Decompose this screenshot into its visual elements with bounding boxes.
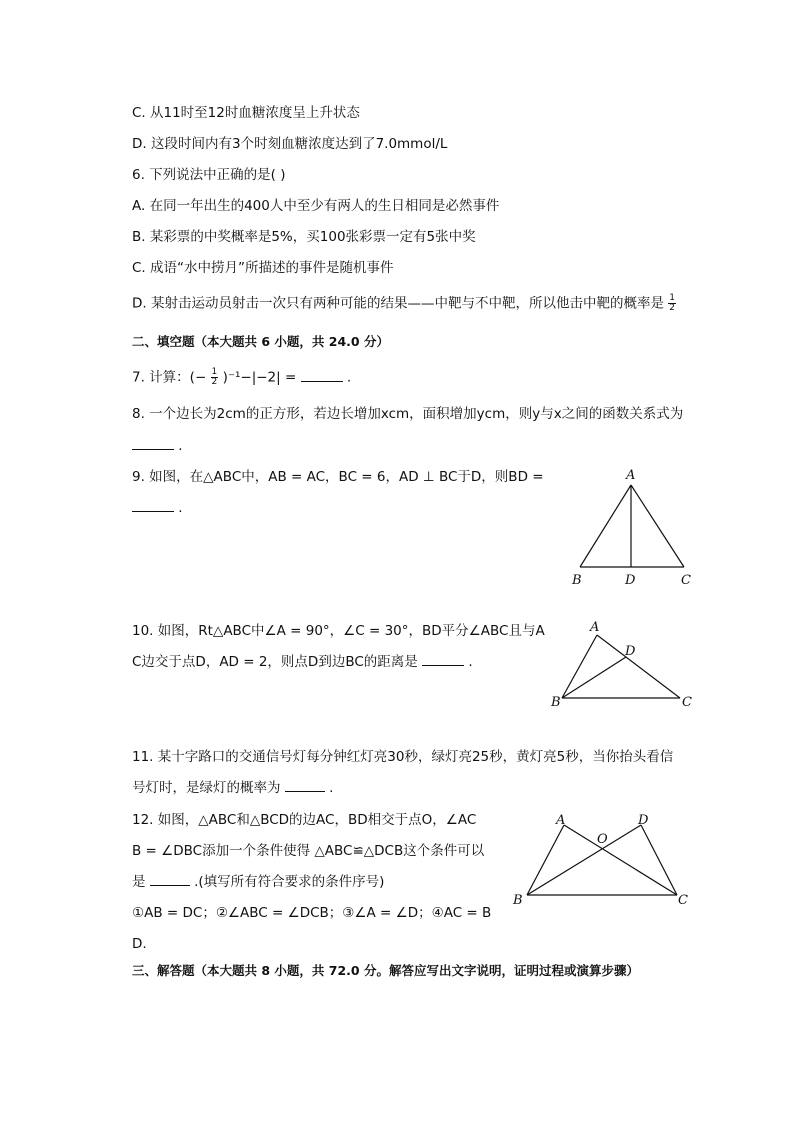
q11-answer-blank [285, 791, 325, 792]
q9-answer-blank [132, 511, 174, 512]
q8-line2 [132, 437, 183, 455]
q6-fraction-denominator: 2 [669, 303, 676, 313]
q6-option-d-text: D. 某射击运动员射击一次只有两种可能的结果——中靶与不中靶，所以他击中靶的概率是 [132, 295, 664, 312]
q12-line4: ①AB = DC；②∠ABC = ∠DCB；③∠A = ∠D；④AC = B [132, 905, 492, 921]
figure-q12-triangles [505, 805, 700, 910]
figure-q9-triangle [560, 460, 710, 595]
q9-line2 [132, 499, 183, 517]
q7-answer-blank [301, 381, 343, 382]
q7-fraction-numerator: 1 [211, 367, 218, 377]
q11-line2-text: 号灯时，是绿灯的概率为 [132, 780, 281, 796]
q5-option-d: D. 这段时间内有3个时刻血糖浓度达到了7.0mmol/L [132, 136, 448, 152]
fig10-label-b: B [551, 695, 561, 710]
q6-stem: 6. 下列说法中正确的是( ) [132, 167, 286, 183]
q10-line2-text: C边交于点D，AD = 2，则点D到边BC的距离是 [132, 654, 418, 670]
fig12-label-a: A [556, 813, 566, 828]
fig12-diagonal-bd [527, 825, 641, 895]
q8-end: . [178, 438, 183, 454]
fig10-side-ab [562, 635, 597, 698]
q7-fraction [211, 368, 219, 387]
fig12-side-ab [527, 825, 564, 895]
q7-end: . [346, 369, 352, 386]
fig9-label-a: A [626, 468, 636, 483]
q7-line [132, 368, 351, 387]
q6-fraction-numerator: 1 [669, 293, 676, 303]
figure-q10-triangle [540, 615, 700, 715]
q8-line1: 8. 一个边长为2cm的正方形，若边长增加xcm，面积增加ycm，则y与x之间的函数关系式为 [132, 406, 684, 422]
fig9-side-ac [631, 485, 684, 567]
fig12-label-b: B [513, 893, 523, 908]
fig10-bisector-bd [562, 657, 626, 698]
q12-answer-blank [150, 885, 190, 886]
fig9-label-c: C [681, 573, 691, 588]
q7-suffix: )⁻¹−|−2| = [222, 369, 301, 386]
q7-fraction-denominator: 2 [211, 377, 218, 387]
fig9-label-d: D [625, 573, 636, 588]
q10-line2 [132, 653, 473, 671]
q6-option-a: A. 在同一年出生的400人中至少有两人的生日相同是必然事件 [132, 198, 500, 214]
q12-line3 [132, 873, 384, 891]
q6-option-d [132, 294, 676, 313]
fig12-label-d: D [638, 813, 649, 828]
section-3-heading: 三、解答题（本大题共 8 小题，共 72.0 分。解答应写出文字说明，证明过程或演算步骤） [132, 963, 639, 978]
q12-line3-post: .(填写所有符合要求的条件序号) [194, 874, 385, 890]
fig10-label-c: C [682, 695, 692, 710]
q12-line3-pre: 是 [132, 874, 146, 890]
q12-line1: 12. 如图，△ABC和△BCD的边AC，BD相交于点O，∠AC [132, 812, 477, 828]
q11-end: . [329, 780, 334, 796]
q10-answer-blank [422, 665, 464, 666]
q7-prefix: 7. 计算：(− [132, 369, 207, 386]
q9-end: . [178, 500, 183, 516]
q12-line2: B = ∠DBC添加一个条件使得 △ABC≌△DCB这个条件可以 [132, 843, 485, 859]
section-2-heading: 二、填空题（本大题共 6 小题，共 24.0 分） [132, 334, 389, 349]
fig10-side-ac [597, 635, 680, 698]
fig12-label-o: O [597, 832, 608, 847]
q11-line1: 11. 某十字路口的交通信号灯每分钟红灯亮30秒，绿灯亮25秒，黄灯亮5秒，当你抬头看信 [132, 749, 674, 765]
q6-option-c: C. 成语“水中捞月”所描述的事件是随机事件 [132, 260, 394, 276]
q6-option-b: B. 某彩票的中奖概率是5%，买100张彩票一定有5张中奖 [132, 229, 476, 245]
q5-option-c: C. 从11时至12时血糖浓度呈上升状态 [132, 105, 360, 121]
q12-line5: D. [132, 936, 147, 952]
fig9-label-b: B [572, 573, 582, 588]
q11-line2 [132, 779, 333, 797]
fig12-diagonal-ac [564, 825, 677, 895]
fig10-label-d: D [625, 644, 636, 659]
fig12-label-c: C [678, 893, 688, 908]
q8-answer-blank [132, 449, 174, 450]
q6-fraction [668, 294, 676, 313]
q10-line1: 10. 如图，Rt△ABC中∠A = 90°，∠C = 30°，BD平分∠ABC且与A [132, 623, 545, 639]
q10-end: . [468, 654, 473, 670]
fig10-label-a: A [590, 620, 600, 635]
q9-line1: 9. 如图，在△ABC中，AB = AC，BC = 6，AD ⊥ BC于D，则BD = [132, 469, 544, 485]
fig9-side-ab [580, 485, 631, 567]
